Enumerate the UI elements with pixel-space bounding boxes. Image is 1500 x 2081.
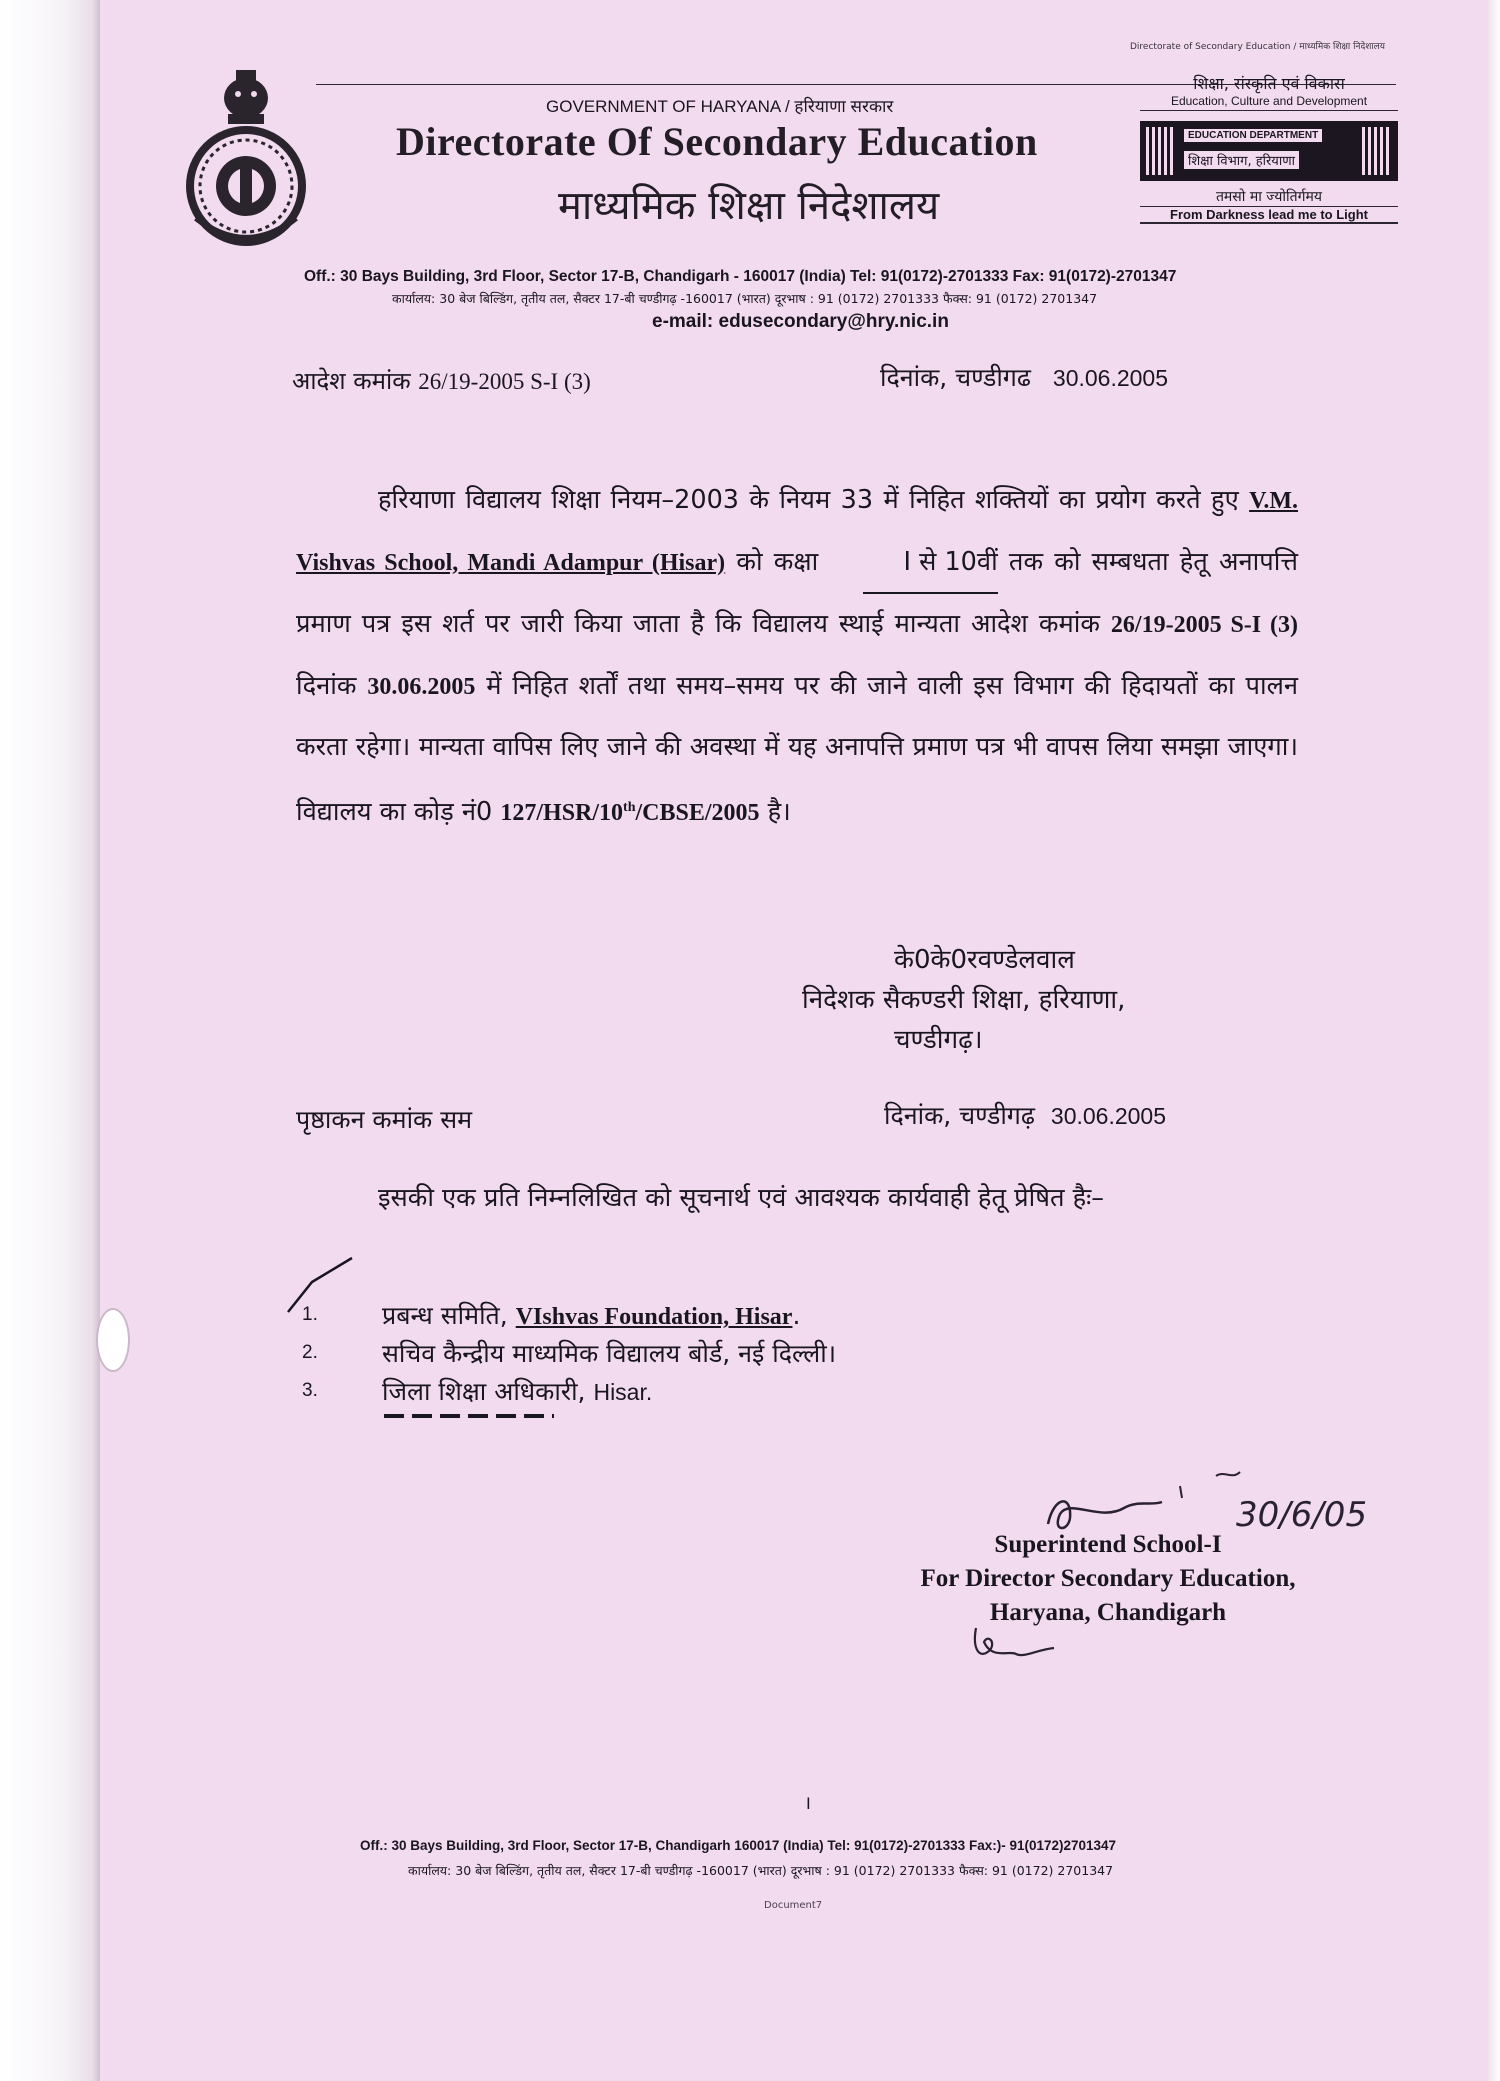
superintendent-for-line: For Director Secondary Education, (920, 1565, 1296, 1592)
body-text-2: को कक्षा (736, 546, 819, 577)
cut-off-line (384, 1414, 554, 1418)
superintendent-place: Haryana, Chandigarh (989, 1599, 1227, 1626)
logo-bars-left (1146, 127, 1176, 175)
superintendent-title: Superintend School-I (994, 1531, 1222, 1558)
director-signature-block (802, 940, 1125, 1060)
document-page: Directorate of Secondary Education / माध्यमिक शिक्षा निदेशालय GOVERNMENT OF HARYANA / हरियाणा सरकार Directorate Of Secondary Education माध्यमिक शिक्षा निदेशालय शिक्षा, संस्कृति एवं विकास Education, Culture and Development EDUCATION DEPARTMENT शिक्षा विभाग, हरियाणा तमसो मा ज्योतिर्गमय From Darkness lead me to Light Off.: 30 Bays Building, 3rd Floor, Sector 17-B, Chandigarh - 160017 (India) Tel: 91(0172)-2701333 Fax: 91(0172)-2701347 कार्यालय: 30 बेज बिल्डिंग, तृतीय तल, सैक्टर 17-बी चण्डीगढ़ -160017 (भारत) दूरभाष : 91 (0172) 2701333 फैक्स: 91 (0172) 2701347 e-mail: edusecondary@hry.nic.in आदेश कमांक 26/19-2005 S-I (3) दिनांक, चण्डीगढ 30.06.2005 हरियाणा विद्यालय शिक्षा नियम–2003 के नियम 33 में निहित शक्तियों का प्रयोग करते हुए V.M. Vishvas School, Mandi Adampur (Hisar) को कक्षा I से 10वीं तक को सम्बधता हेतू अनापत्ति प्रमाण पत्र इस शर्त पर जारी किया जाता है कि विद्यालय स्थाई मान्यता आदेश कमांक 26/19-2005 S-I (3) दिनांक 30.06.2005 में निहित शर्तों तथा समय–समय पर की जाने वाली इस विभाग की हिदायतों का पालन करता रहेगा। मान्यता वापिस लिए जाने की अवस्था में यह अनापत्ति प्रमाण पत्र भी वापस लिया समझा जाएगा। विद्यालय का कोड़ नं0 127/HSR/10th/CBSE/2005 है। के0के0रवण्डेलवाल निदेशक सैकण्डरी शिक्षा, हरियाणा, चण्डीगढ़। पृष्ठाकन कमांक सम दिनांक, चण्डीगढ़ 30.06.2005 इसकी एक प्रति निम्नलिखित को सूचनार्थ एवं आवश्यक कार्यवाही हेतू प्रेषित हैः– 1. प्रबन्ध समिति, VIshvas Foundation, Hisar. 2. सचिव कैन्द्रीय माध्यमिक विद्यालय बोर्ड, नई दिल्ली। 3. जिला शिक्षा अधिकारी, Hisar. 30/6/05 Superintend School-I For Director Secondary Education, Haryana, Chandigarh I Off.: 30 Bays Building, 3rd Floor, Sector 17-B, Chandigarh 160017 (India) Tel: 91(0172)-2701333 Fax:)- 91(0172)2701347 कार्यालय: 30 बेज बिल्डिंग, तृतीय तल, सैक्टर 17-बी चण्डीगढ़ -160017 (भारत) दूरभाष : 91 (0172) 2701333 फैक्स: 91 (0172) 2701347 Document7 (0, 0, 1500, 2081)
order-number-label: आदेश कमांक (292, 367, 411, 395)
haryana-emblem-icon (178, 68, 314, 258)
motto-english: From Darkness lead me to Light (1140, 207, 1398, 224)
logo-english-tagline: Education, Culture and Development (1140, 94, 1398, 111)
government-line: GOVERNMENT OF HARYANA / हरियाणा सरकार (546, 97, 894, 116)
punch-hole (96, 1308, 130, 1372)
order-body-paragraph (296, 470, 1298, 843)
scan-right-edge (1488, 0, 1500, 2081)
school-code: 127/HSR/10th/CBSE/2005 (500, 799, 760, 826)
body-text-6: है। (767, 796, 791, 827)
footer-document-name: Document7 (764, 1900, 823, 1911)
email-address: e-mail: edusecondary@hry.nic.in (652, 311, 949, 332)
office-address-hindi: कार्यालय: 30 बेज बिल्डिंग, तृतीय तल, सैक्टर 17-बी चण्डीगढ़ -160017 (भारत) दूरभाष : 91 (0172) 2701333 फैक्स: 91 (0172) 2701347 (392, 291, 1098, 306)
order-date: 30.06.2005 (1052, 365, 1169, 391)
school-name: V.M. Vishvas School, Mandi Adampur (Hisar) (296, 488, 1298, 576)
footer-office-address: Off.: 30 Bays Building, 3rd Floor, Sector 17-B, Chandigarh 160017 (India) Tel: 91(0172)-2701333 Fax:)- 91(0172)2701347 (360, 1838, 1117, 1853)
department-logo-block (1140, 72, 1398, 224)
education-department-logo (1140, 121, 1398, 181)
endorsement-date-line (884, 1098, 1166, 1132)
footer-office-address-hindi: कार्यालय: 30 बेज बिल्डिंग, तृतीय तल, सैक्टर 17-बी चण्डीगढ़ -160017 (भारत) दूरभाष : 91 (0172) 2701333 फैक्स: 91 (0172) 2701347 (408, 1863, 1114, 1878)
directorate-title-hindi: माध्यमिक शिक्षा निदेशालय (558, 183, 940, 229)
body-text-3: तक को सम्बधता हेतू अनापत्ति प्रमाण पत्र इस शर्त पर जारी किया जाता है कि विद्यालय स्थाई मान्यता आदेश कमांक (296, 546, 1298, 639)
logo-text-hindi: शिक्षा विभाग, हरियाणा (1184, 151, 1299, 169)
tick-mark-icon (282, 1252, 372, 1322)
date-reference: 30.06.2005 (367, 673, 476, 700)
endorsement-date: 30.06.2005 (1050, 1103, 1167, 1129)
logo-text-english: EDUCATION DEPARTMENT (1184, 129, 1322, 142)
endorsement-text: इसकी एक प्रति निम्नलिखित को सूचनार्थ एवं आवश्यक कार्यवाही हेतू प्रेषित हैः– (378, 1183, 1105, 1213)
order-date-line (880, 360, 1168, 394)
body-text-5: में निहित शर्तों तथा समय–समय पर की जाने वाली इस विभाग की हिदायतों का पालन करता रहेगा। मान्यता वापिस लिए जाने की अवस्था में यह अनापत्ति प्रमाण पत्र भी वापस लिया समझा जाएगा। विद्यालय का कोड़ नं0 (296, 670, 1299, 827)
initials-scribble (970, 1620, 1060, 1666)
body-text-1: हरियाणा विद्यालय शिक्षा नियम–2003 के नियम 33 में निहित शक्तियों का प्रयोग करते हुए (378, 485, 1239, 515)
endorsement-number: पृष्ठाकन कमांक सम (296, 1105, 473, 1134)
director-name: के0के0रवण्डेलवाल (894, 945, 1075, 975)
class-range: I से 10वीं (863, 532, 997, 595)
order-number: 26/19-2005 S-I (3) (418, 369, 591, 394)
order-reference: 26/19-2005 S-I (3) (1110, 612, 1298, 638)
directorate-title: Directorate Of Secondary Education (396, 119, 1038, 164)
logo-hindi-tagline: शिक्षा, संस्कृति एवं विकास (1193, 74, 1345, 93)
endorsement-date-label: दिनांक, चण्डीगढ़ (884, 1101, 1035, 1130)
motto-hindi: तमसो मा ज्योतिर्गमय (1140, 187, 1398, 207)
scan-left-margin (0, 0, 100, 2081)
tiny-header-text: Directorate of Secondary Education / माध्यमिक शिक्षा निदेशालय (1130, 42, 1385, 52)
director-designation: निदेशक सैकण्डरी शिक्षा, हरियाणा, (802, 985, 1126, 1015)
handwritten-date: 30/6/05 (1236, 1495, 1368, 1535)
order-date-label: दिनांक, चण्डीगढ (880, 363, 1031, 392)
director-place: चण्डीगढ़। (894, 1025, 983, 1055)
body-text-4: दिनांक (296, 670, 357, 701)
page-mark: I (806, 1794, 811, 1813)
superintendent-signature-block (888, 1528, 1328, 1630)
order-number-line (292, 364, 591, 397)
logo-bars-right (1362, 127, 1392, 175)
office-address: Off.: 30 Bays Building, 3rd Floor, Sector 17-B, Chandigarh - 160017 (India) Tel: 91(0172)-2701333 Fax: 91(0172)-2701347 (304, 268, 1177, 285)
